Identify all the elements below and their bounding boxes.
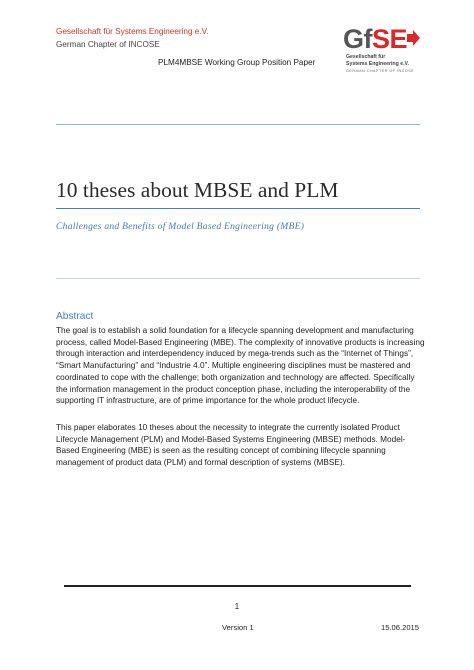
abstract-paragraph-1: The goal is to establish a solid foundation for a lifecycle spanning development and manufacturing process, called Model-Based Engineering (MBE). The complexity of innovative products is increasing through interaction and interdependency induced by mega-trends such as the “Internet of Things”, “Smart Manufacturing” and “Industrie 4.0”. Multiple engineering disciplines must be mastered and coordinated to cope with the challenge; both organization and technology are affected. Specifically the information management in the product conception phase, including the interoperability of the supporting IT infrastructure, are of prime importance for the whole product lifecycle.: [56, 326, 425, 406]
logo-line-2: Systems Engineering e.V.: [346, 61, 409, 67]
gfse-logo: [343, 24, 423, 78]
version-label: Version 1: [222, 623, 254, 632]
top-divider: [56, 124, 420, 125]
document-subtitle: Challenges and Benefits of Model Based Engineering (MBE): [56, 221, 305, 232]
working-group-header: PLM4MBSE Working Group Position Paper: [158, 58, 316, 67]
logo-line-3: GERMAN CHAPTER OF INCOSE: [346, 69, 415, 73]
org-name: Gesellschaft für Systems Engineering e.V.: [56, 27, 209, 36]
org-chapter: German Chapter of INCOSE: [56, 40, 160, 49]
logo-mark-gf: Gf: [343, 24, 372, 54]
title-divider: [56, 208, 420, 209]
logo-mark-se: SE: [372, 24, 408, 54]
logo-mark: [343, 24, 407, 54]
document-title: 10 theses about MBSE and PLM: [56, 178, 339, 202]
date-label: 15.06.2015: [381, 623, 420, 632]
abstract-heading: Abstract: [56, 311, 94, 322]
section-divider: [56, 278, 420, 279]
footer-divider: [64, 585, 411, 587]
page-number: 1: [234, 602, 240, 611]
logo-line-1: Gesellschaft für: [346, 54, 386, 60]
arrow-right-icon: [406, 30, 420, 46]
abstract-paragraph-2: This paper elaborates 10 theses about the necessity to integrate the currently isolated Product Lifecycle Management (PLM) and Model-Based Systems Engineering (MBSE) methods. Model-Based Engineering (MBE) is seen as the resulting concept of combining lifecycle spanning management of product data (PLM) and formal description of systems (MBSE).: [56, 423, 406, 468]
